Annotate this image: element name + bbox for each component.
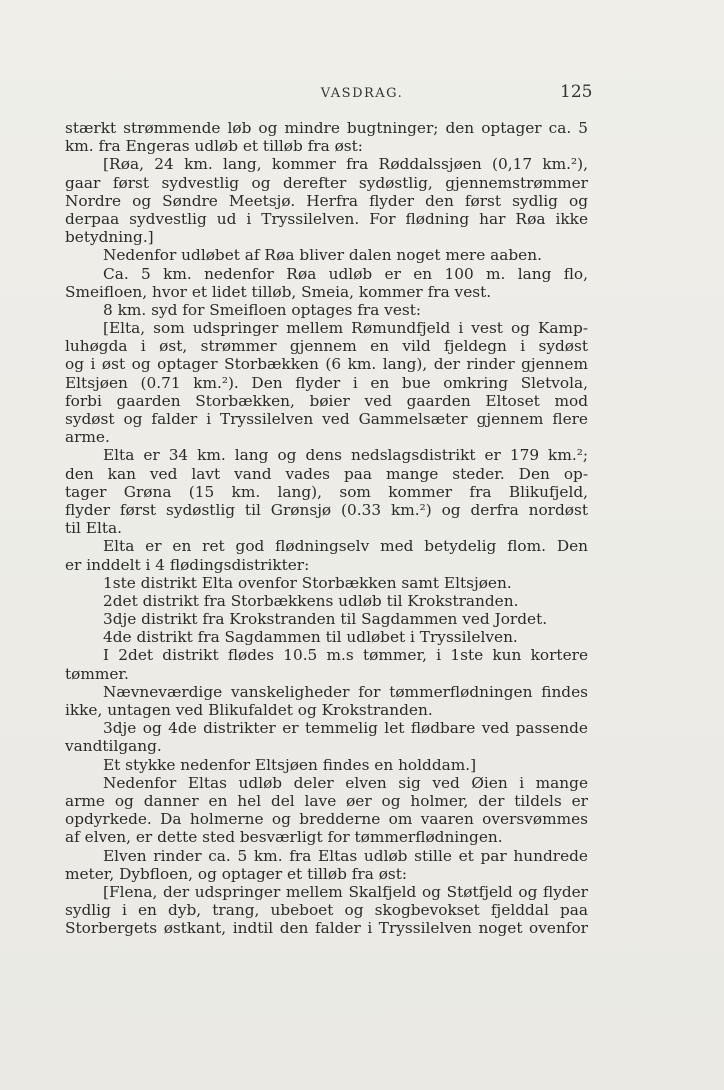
text-line: Elta er en ret god flødningselv med betydelig flom. Den — [103, 537, 588, 556]
text-line: Smeifloen, hvor et lidet tilløb, Smeia, kommer fra vest. — [65, 282, 492, 301]
text-line: meter, Dybfloen, og optager et tilløb fra øst: — [65, 864, 408, 883]
text-line: Nedenfor udløbet af Røa bliver dalen noget mere aaben. — [103, 246, 542, 265]
text-line: og i øst og optager Storbækken (6 km. lang), der rinder gjennem — [65, 355, 588, 374]
text-line: arme. — [65, 428, 110, 447]
text-line: tager Grøna (15 km. lang), som kommer fra Blikufjeld, — [65, 482, 588, 501]
text-line: af elven, er dette sted besværligt for tømmerflødningen. — [65, 828, 503, 847]
text-line: Et stykke nedenfor Eltsjøen findes en holddam.] — [103, 755, 477, 774]
text-line: Ca. 5 km. nedenfor Røa udløb er en 100 m. lang flo, — [103, 264, 588, 283]
text-line: Elta er 34 km. lang og dens nedslagsdistrikt er 179 km.²; — [103, 446, 588, 465]
text-line: Nedenfor Eltas udløb deler elven sig ved Øien i mange — [103, 773, 588, 792]
text-line: [Røa, 24 km. lang, kommer fra Røddalssjøen (0,17 km.²), — [103, 155, 588, 174]
text-line: Nordre og Søndre Meetsjø. Herfra flyder den først sydlig og — [65, 191, 588, 210]
text-line: sydlig i en dyb, trang, ubeboet og skogbevokset fjelddal paa — [65, 901, 588, 920]
text-line: sydøst og falder i Tryssilelven ved Gammelsæter gjennem flere — [65, 410, 588, 428]
text-line: derpaa sydvestlig ud i Tryssilelven. For flødning har Røa ikke — [65, 209, 588, 228]
text-line: [Flena, der udspringer mellem Skalfjeld og Støtfjeld og flyder — [103, 882, 588, 901]
text-line: 1ste distrikt Elta ovenfor Storbækken samt Eltsjøen. — [103, 573, 512, 592]
text-line: 3dje distrikt fra Krokstranden til Sagdammen ved Jordet. — [103, 610, 548, 629]
text-line: [Elta, som udspringer mellem Rømundfjeld i vest og Kamp- — [103, 319, 588, 338]
text-line: den kan ved lavt vand vades paa mange steder. Den op- — [65, 464, 588, 483]
text-line: ikke, untagen ved Blikufaldet og Krokstranden. — [65, 701, 433, 719]
running-header: VASDRAG. — [320, 86, 404, 101]
text-line: gaar først sydvestlig og derefter sydøstlig, gjennemstrømmer — [65, 173, 588, 192]
text-line: Elven rinder ca. 5 km. fra Eltas udløb stille et par hundrede — [103, 846, 588, 865]
body-text — [65, 119, 588, 937]
text-line: km. fra Engeras udløb et tilløb fra øst: — [65, 137, 363, 156]
text-line: betydning.] — [65, 228, 154, 247]
text-line: Storbergets østkant, indtil den falder i Tryssilelven noget ovenfor — [65, 919, 588, 938]
text-line: I 2det distrikt flødes 10.5 m.s tømmer, i 1ste kun kortere — [103, 646, 588, 665]
text-line: Nævneværdige vanskeligheder for tømmerflødningen findes — [103, 682, 588, 701]
text-line: luhøgda i øst, strømmer gjennem en vild fjeldegn i sydøst — [65, 337, 588, 356]
text-line: flyder først sydøstlig til Grønsjø (0.33 km.²) og derfra nordøst — [65, 500, 588, 519]
text-line: 4de distrikt fra Sagdammen til udløbet i Tryssilelven. — [103, 628, 518, 647]
text-line: stærkt strømmende løb og mindre bugtninger; den optager ca. 5 — [65, 119, 588, 137]
text-line: er inddelt i 4 flødingsdistrikter: — [65, 555, 310, 574]
text-line: 8 km. syd for Smeifloen optages fra vest: — [103, 300, 422, 319]
text-line: forbi gaarden Storbækken, bøier ved gaarden Eltoset mod — [65, 391, 588, 410]
text-line: Eltsjøen (0.71 km.²). Den flyder i en bue omkring Sletvola, — [65, 373, 588, 392]
text-line: 3dje og 4de distrikter er temmelig let flødbare ved passende — [103, 719, 588, 738]
text-line: opdyrkede. Da holmerne og bredderne om vaaren oversvømmes — [65, 810, 588, 829]
text-line: til Elta. — [65, 519, 122, 538]
page-number: 125 — [560, 82, 593, 102]
text-line: tømmer. — [65, 664, 129, 683]
text-line: arme og danner en hel del lave øer og holmer, der tildels er — [65, 791, 588, 810]
text-line: 2det distrikt fra Storbækkens udløb til Krokstranden. — [103, 591, 519, 610]
text-line: vandtilgang. — [65, 737, 162, 756]
